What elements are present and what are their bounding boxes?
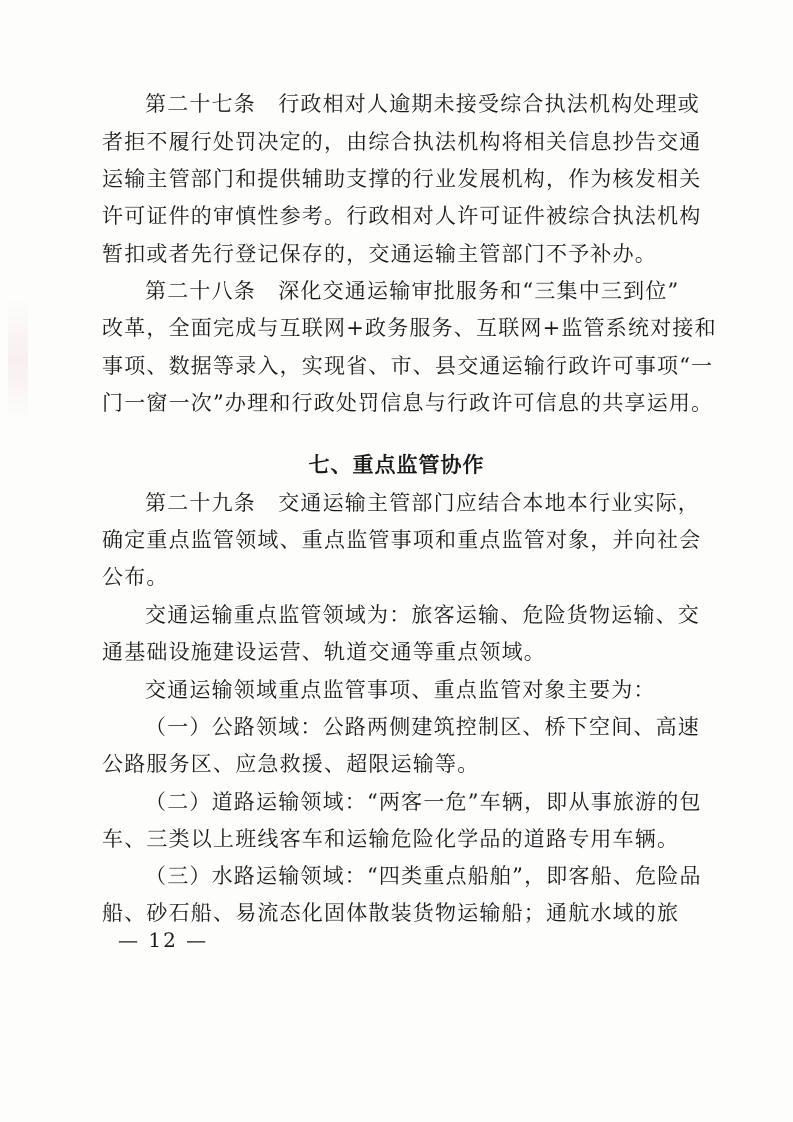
article-28-line-3: 事项、数据等录入，实现省、市、县交通运输行政许可事项“一 — [102, 354, 714, 378]
article-27-line-1: 第二十七条 行政相对人逾期未接受综合执法机构处理或 — [145, 92, 700, 116]
item-1-line-2: 公路服务区、应急救援、超限运输等。 — [102, 752, 480, 776]
item-2-line-2: 车、三类以上班线客车和运输危险化学品的道路专用车辆。 — [102, 827, 680, 851]
article-29-line-1: 第二十九条 交通运输主管部门应结合本地本行业实际， — [145, 491, 700, 515]
item-1-line-1: （一）公路领域：公路两侧建筑控制区、桥下空间、高速 — [145, 715, 700, 739]
domains-line-2: 通基础设施建设运营、轨道交通等重点领域。 — [102, 640, 546, 664]
article-27-line-3: 运输主管部门和提供辅助支撑的行业发展机构，作为核发相关 — [102, 167, 702, 191]
article-28-line-4: 门一窗一次”办理和行政处罚信息与行政许可信息的共享运用。 — [102, 391, 714, 415]
item-3-line-2: 船、砂石船、易流态化固体散装货物运输船；通航水域的旅 — [102, 901, 680, 925]
section-heading: 七、重点监管协作 — [308, 452, 485, 477]
article-27-line-4: 许可证件的审慎性参考。行政相对人许可证件被综合执法机构 — [102, 204, 702, 228]
item-3-line-1: （三）水路运输领域：“四类重点船舶”，即客船、危险品 — [145, 864, 702, 888]
domains-line-1: 交通运输重点监管领域为：旅客运输、危险货物运输、交 — [145, 603, 700, 627]
article-27-line-5: 暂扣或者先行登记保存的，交通运输主管部门不予补办。 — [102, 242, 657, 266]
article-29-line-3: 公布。 — [102, 565, 169, 589]
item-2-line-1: （二）道路运输领域：“两客一危”车辆，即从事旅游的包 — [145, 790, 702, 814]
article-28-line-1: 第二十八条 深化交通运输审批服务和“三集中三到位” — [145, 279, 680, 303]
article-28-line-2: 改革，全面完成与互联网+政务服务、互联网+监管系统对接和 — [102, 316, 717, 340]
targets-intro-line: 交通运输领域重点监管事项、重点监管对象主要为： — [145, 678, 656, 702]
scan-bleed-mark — [8, 300, 28, 420]
article-29-line-2: 确定重点监管领域、重点监管事项和重点监管对象，并向社会 — [102, 528, 702, 552]
page-number: — 12 — — [118, 928, 209, 952]
article-27-line-2: 者拒不履行处罚决定的，由综合执法机构将相关信息抄告交通 — [102, 130, 702, 154]
